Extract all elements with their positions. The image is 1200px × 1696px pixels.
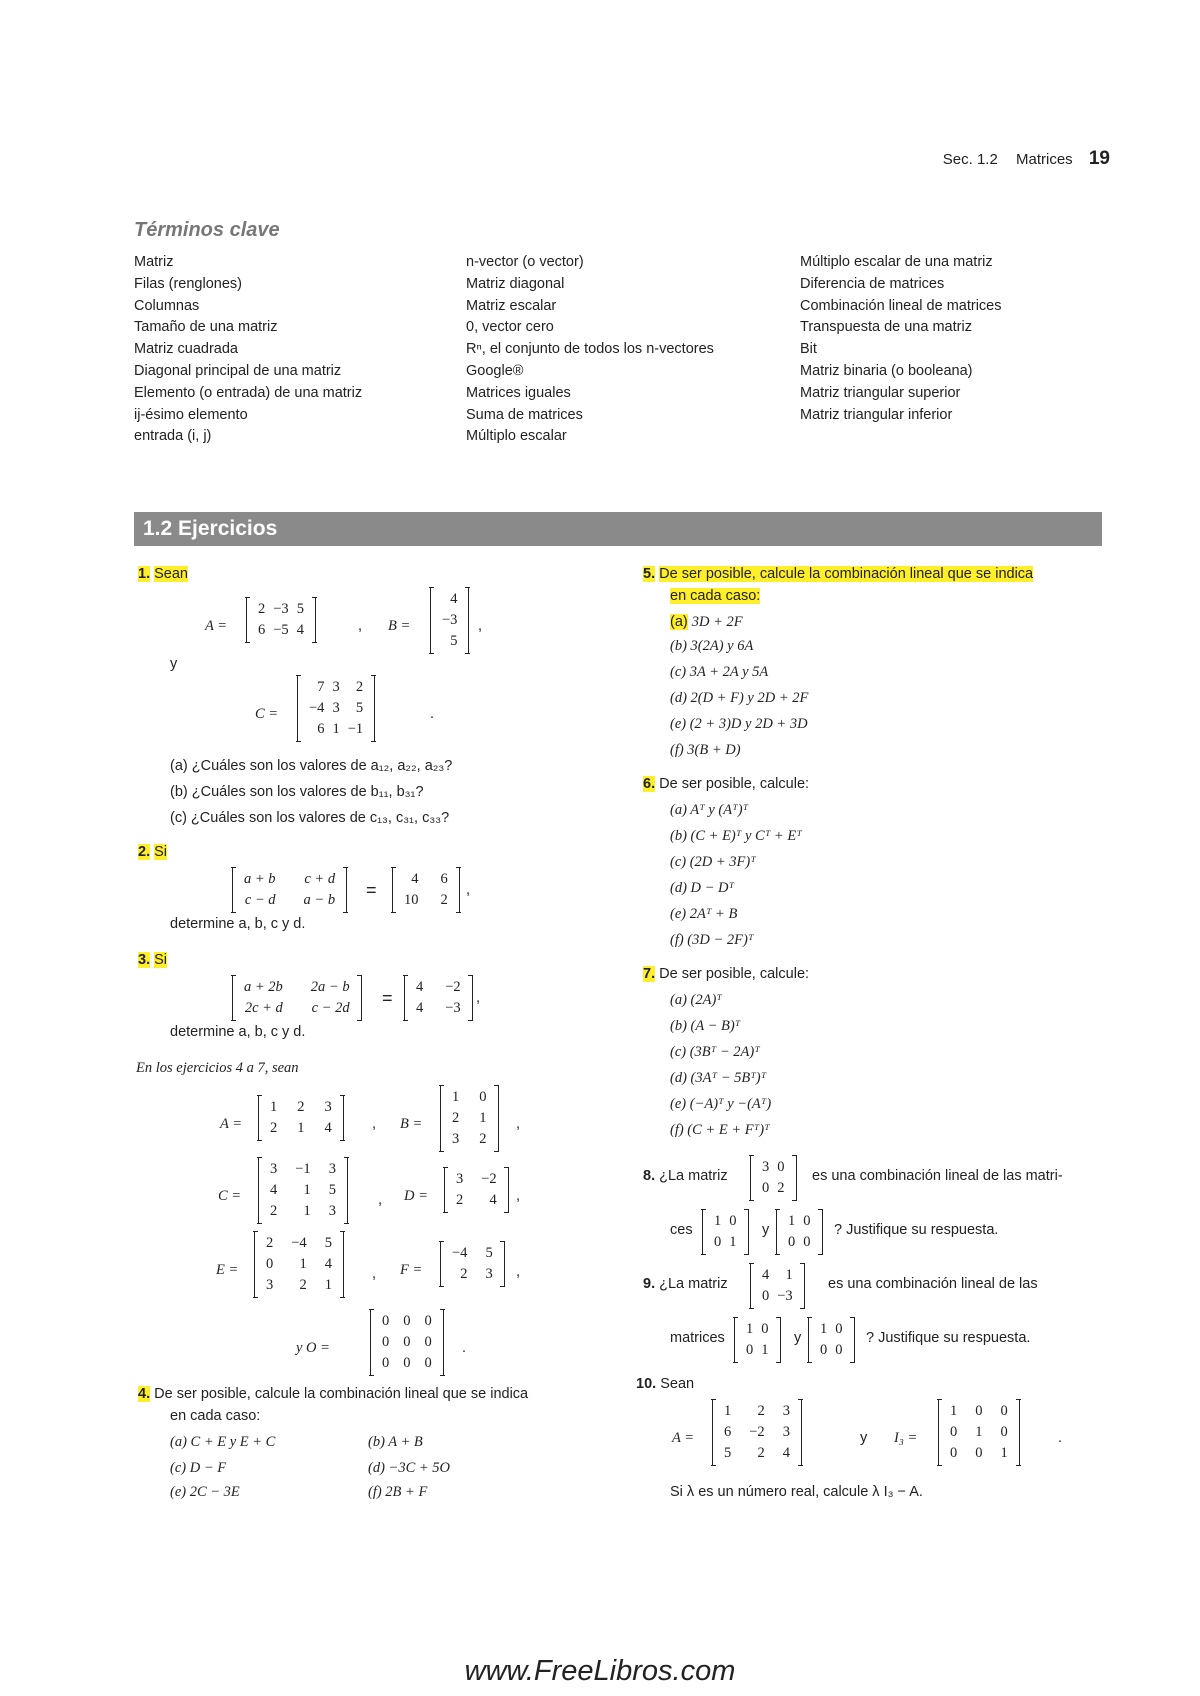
chapter-label: Matrices [1016,151,1073,168]
ex6-f: (f) (3D − 2F)ᵀ [670,932,754,948]
ex2-tail: determine a, b, c y d. [170,916,306,932]
matrix-entry: 0 [803,1234,811,1250]
ex1-header [138,566,188,582]
ex1-number: 1. [138,566,151,582]
ex10-A-label: A = [672,1430,695,1446]
ex10-number: 10. [636,1376,657,1392]
ex4-header [138,1386,528,1402]
matrix-entry: 2 [266,1235,274,1251]
key-terms-col2 [466,252,714,448]
matrix-entry: 4 [296,622,304,638]
matrix-entry: 0 [975,1403,983,1419]
ex6-c: (c) (2D + 3F)ᵀ [670,854,756,870]
matrix-entry: 0 [424,1313,432,1329]
matrix-entry: 1 [714,1213,722,1229]
ex9-matrix [750,1264,805,1308]
matrix-entry: 1 [729,1234,737,1250]
ex8-p3: ces [670,1222,693,1238]
ex9-y: y [794,1330,802,1346]
ex1-b: (b) ¿Cuáles son los valores de b₁₁, b₃₁? [170,784,424,800]
running-head [943,148,1110,170]
key-term: 0, vector cero [466,319,554,336]
matrix-A [258,1096,344,1140]
matrix-entry: a − b [303,892,336,908]
period: . [1058,1430,1063,1446]
matrix-entry: 2 [460,1266,468,1282]
matrix-entry: 2c + d [244,1000,283,1016]
ex8-y: y [762,1222,770,1238]
matrix-entry: −3 [777,1288,793,1304]
matrix-entry: 3 [332,700,340,716]
ex1-text: Sean [154,566,188,582]
matrix-entry: −3 [273,601,289,617]
comma: , [358,618,363,634]
ex7-d: (d) (3Aᵀ − 5Bᵀ)ᵀ [670,1070,767,1086]
comma: , [516,1116,521,1132]
matrix-entry: 1 [297,1120,305,1136]
key-term: Google® [466,362,524,379]
matrix-entry: 0 [382,1313,390,1329]
matrix-entry: 3 [782,1403,790,1419]
matrix-entry: 3 [324,1099,332,1115]
matrix-entry: 4 [450,591,458,607]
matrix-entry: 1 [788,1213,796,1229]
matrix-entry: 2 [297,1099,305,1115]
matrix-entry: 4 [416,979,424,995]
period: . [462,1340,467,1356]
key-term: n-vector (o vector) [466,254,584,270]
key-term: Rⁿ, el conjunto de todos los n-vectores [466,341,714,358]
ex6-b: (b) (C + E)ᵀ y Cᵀ + Eᵀ [670,828,802,844]
ex2-header [138,844,167,860]
matrix-entry: 1 [479,1110,487,1126]
key-term: Transpuesta de una matriz [800,319,972,336]
matrix-entry: 1 [332,721,340,737]
matrix-entry: 1 [270,1099,278,1115]
matrix-entry: 1 [1000,1445,1008,1461]
footer-url[interactable]: www.FreeLibros.com [464,1655,736,1687]
ex9-matrix-2 [808,1318,855,1362]
ex5-header [643,566,1033,582]
key-term: Múltiplo escalar de una matriz [800,254,993,270]
equals: = [366,880,377,900]
matrix-entry: 6 [317,721,325,737]
ex2-text: Si [154,844,168,860]
key-term: ij-ésimo elemento [134,406,248,423]
ex10-y: y [860,1430,868,1446]
matrix-entry: 0 [382,1334,390,1350]
D-label: D = [404,1188,428,1204]
ex3-tail: determine a, b, c y d. [170,1024,306,1040]
matrix-entry: 4 [782,1445,790,1461]
ex8-p4: ? Justifique su respuesta. [834,1222,999,1238]
matrix-entry: 0 [714,1234,722,1250]
matrix-entry: −4 [291,1235,307,1251]
ex8-number: 8. [643,1168,656,1184]
matrix-entry: 4 [324,1256,332,1272]
ex7-e: (e) (−A)ᵀ y −(Aᵀ) [670,1096,772,1112]
matrix-entry: c − 2d [311,1000,350,1016]
matrix-entry: 0 [975,1445,983,1461]
ex2-number: 2. [138,844,151,860]
matrix-entry: 0 [820,1342,828,1358]
matrix-entry: 0 [1000,1403,1008,1419]
matrix-entry: 1 [724,1403,732,1419]
matrix-entry: 3 [485,1266,493,1282]
ex4-b: (b) A + B [368,1434,423,1450]
ex4-number: 4. [138,1386,151,1402]
matrix-F [440,1242,505,1286]
key-term: Elemento (o entrada) de una matriz [134,384,363,401]
key-term: Matriz triangular inferior [800,406,953,423]
matrix-entry: 4 [324,1120,332,1136]
ex5-text2: en cada caso: [670,588,761,604]
matrix-entry: 3 [328,1203,336,1219]
intro-4-7: En los ejercicios 4 a 7, sean [136,1060,299,1076]
key-term: Matriz binaria (o booleana) [800,362,973,379]
comma: , [478,618,483,634]
matrix-entry: c − d [244,892,276,908]
comma: , [372,1266,377,1282]
ex7-a: (a) (2A)ᵀ [670,992,722,1008]
ex6-text: De ser posible, calcule: [659,776,810,792]
matrix-entry: −2 [445,979,461,995]
matrix-entry: 5 [328,1182,336,1198]
ex4-c: (c) D − F [170,1460,227,1476]
matrix-entry: 1 [820,1321,828,1337]
matrix-entry: 0 [424,1334,432,1350]
ex9-matrix-1 [734,1318,781,1362]
ex5-a [670,614,743,631]
matrix-entry: 2 [270,1203,278,1219]
comma: , [476,990,481,1006]
B-label: B = [400,1116,423,1132]
matrix-entry: 0 [266,1256,274,1272]
ex4-text2: en cada caso: [170,1408,261,1424]
E-label: E = [216,1262,239,1278]
matrix-entry: 10 [404,892,419,908]
matrix-entry: 5 [450,633,458,649]
key-term: Combinación lineal de matrices [800,297,1002,314]
comma: , [378,1192,383,1208]
matrix-entry: 4 [489,1192,497,1208]
ex10-matrix-I3 [938,1400,1020,1465]
matrix-entry: 2 [479,1131,487,1147]
matrix-C [258,1158,348,1223]
ex3-number: 3. [138,952,151,968]
ex3-text: Si [154,952,168,968]
ex4-e: (e) 2C − 3E [170,1484,240,1500]
key-term: Tamaño de una matriz [134,319,278,336]
matrix-entry: c + d [304,871,336,887]
comma: , [466,882,471,898]
matrix-entry: 0 [729,1213,737,1229]
matrix-entry: 0 [403,1355,411,1371]
key-term: Matriz diagonal [466,275,565,292]
matrix-entry: 0 [382,1355,390,1371]
matrix-entry: 0 [762,1288,770,1304]
ex6-d: (d) D − Dᵀ [670,880,735,896]
matrix-entry: 1 [761,1342,769,1358]
key-term: Diagonal principal de una matriz [134,362,342,379]
matrix-entry: 0 [1000,1424,1008,1440]
key-term: Filas (renglones) [134,275,242,292]
key-term: Matriz triangular superior [800,384,961,401]
ex1-A-label: A = [205,618,228,634]
ex7-f: (f) (C + E + Fᵀ)ᵀ [670,1122,770,1138]
ex7-text: De ser posible, calcule: [659,966,810,982]
ex9-line1 [643,1276,728,1292]
ex1-matrix-B [430,588,469,653]
ex7-b: (b) (A − B)ᵀ [670,1018,741,1034]
matrix-entry: 1 [303,1203,311,1219]
ex1-c: (c) ¿Cuáles son los valores de c₁₃, c₃₁, c₃₃? [170,810,450,826]
matrix-entry: 1 [452,1089,460,1105]
key-term: Matriz [134,254,174,270]
matrix-entry: 0 [762,1180,770,1196]
matrix-entry: 0 [835,1342,843,1358]
matrix-entry: 2a − b [310,979,350,995]
matrix-entry: 3 [328,1161,336,1177]
ex1-B-label: B = [388,618,411,634]
matrix-entry: 2 [270,1120,278,1136]
matrix-entry: 4 [762,1267,770,1283]
ex9-p4: ? Justifique su respuesta. [866,1330,1031,1346]
matrix-entry: 2 [777,1180,785,1196]
comma: , [516,1264,521,1280]
ex6-header [643,776,809,792]
key-terms-col1 [134,252,362,448]
comma: , [516,1188,521,1204]
C-label: C = [218,1188,242,1204]
matrix-entry: 0 [479,1089,487,1105]
matrix-entry: 0 [777,1159,785,1175]
matrix-entry: 5 [724,1445,732,1461]
ex8-line1 [643,1168,728,1184]
ex8-p1: ¿La matriz [659,1168,728,1184]
ex10-text: Sean [660,1376,695,1392]
O-label: y O = [296,1340,330,1356]
ex5-number: 5. [643,566,656,582]
matrix-entry: 3 [762,1159,770,1175]
matrix-entry: 3 [266,1277,274,1293]
F-label: F = [400,1262,423,1278]
ex10-header [636,1376,694,1392]
matrix-entry: 0 [835,1321,843,1337]
matrix-entry: 1 [746,1321,754,1337]
matrix-entry: 0 [803,1213,811,1229]
ex2-matrix-right [392,868,460,912]
matrix-entry: 2 [440,892,448,908]
matrix-entry: 2 [757,1445,765,1461]
A-label: A = [220,1116,243,1132]
matrix-entry: 6 [724,1424,732,1440]
ex5-a-label: (a) [670,614,688,630]
ex6-a: (a) Aᵀ y (Aᵀ)ᵀ [670,802,749,818]
matrix-entry: 2 [258,601,266,617]
matrix-entry: 3 [332,679,340,695]
matrix-entry: 0 [403,1313,411,1329]
key-terms-title: Términos clave [134,219,280,241]
matrix-entry: 0 [761,1321,769,1337]
ex5-f: (f) 3(B + D) [670,742,741,758]
ex7-number: 7. [643,966,656,982]
key-term: Suma de matrices [466,406,583,423]
matrix-entry: 4 [270,1182,278,1198]
matrix-D [444,1168,509,1212]
ex6-number: 6. [643,776,656,792]
matrix-entry: −5 [273,622,289,638]
matrix-entry: 3 [270,1161,278,1177]
key-term: Bit [800,341,817,358]
page-number: 19 [1088,148,1110,169]
matrix-entry: 0 [424,1355,432,1371]
matrix-O [370,1310,444,1375]
key-term: Múltiplo escalar [466,428,567,445]
matrix-entry: 5 [485,1245,493,1261]
ex1-y: y [170,656,178,672]
key-term: Diferencia de matrices [800,275,945,292]
ex8-matrix [750,1156,797,1200]
matrix-entry: 6 [440,871,448,887]
matrix-entry: −3 [445,1000,461,1016]
exercises-title: 1.2 Ejercicios [134,512,1102,546]
matrix-entry: 1 [303,1182,311,1198]
ex5-text: De ser posible, calcule la combinación lineal que se indica [659,566,1034,582]
matrix-entry: 2 [452,1110,460,1126]
matrix-entry: 7 [317,679,325,695]
ex1-a: (a) ¿Cuáles son los valores de a₁₂, a₂₂, a₂₃? [170,758,453,774]
ex10-matrix-A [712,1400,802,1465]
matrix-entry: 4 [411,871,419,887]
ex9-p1: ¿La matriz [659,1276,728,1292]
comma: , [372,1116,377,1132]
matrix-entry: 2 [456,1192,464,1208]
matrix-entry: 0 [746,1342,754,1358]
section-label: Sec. 1.2 [942,151,998,168]
ex1-matrix-A [246,598,316,642]
matrix-entry: −4 [452,1245,468,1261]
matrix-entry: 0 [950,1445,958,1461]
ex3-matrix-right [404,976,473,1020]
matrix-entry: −1 [295,1161,311,1177]
matrix-entry: −2 [749,1424,765,1440]
matrix-entry: 2 [757,1403,765,1419]
ex3-header [138,952,167,968]
ex8-matrix-1 [702,1210,749,1254]
ex8-p2: es una combinación lineal de las matri- [812,1168,1063,1184]
matrix-entry: 5 [324,1235,332,1251]
ex9-p3: matrices [670,1330,725,1346]
matrix-entry: 0 [950,1424,958,1440]
ex9-p2: es una combinación lineal de las [828,1276,1038,1292]
ex5-b: (b) 3(2A) y 6A [670,638,754,654]
ex5-e: (e) (2 + 3)D y 2D + 3D [670,716,808,732]
key-term: Matrices iguales [466,384,571,401]
matrix-entry: −1 [347,721,364,737]
matrix-entry: 5 [355,700,364,716]
ex9-number: 9. [643,1276,656,1292]
ex4-d: (d) −3C + 5O [368,1460,450,1476]
matrix-entry: a + 2b [244,979,283,995]
ex7-c: (c) (3Bᵀ − 2A)ᵀ [670,1044,760,1060]
ex4-f: (f) 2B + F [368,1484,428,1500]
matrix-entry: 3 [782,1424,790,1440]
matrix-entry: −2 [481,1171,497,1187]
ex4-text: De ser posible, calcule la combinación lineal que se indica [154,1386,529,1402]
matrix-entry: 0 [788,1234,796,1250]
matrix-entry: 1 [950,1403,958,1419]
ex1-C-label: C = [255,706,279,722]
ex2-matrix-left [232,868,347,912]
matrix-entry: 1 [975,1424,983,1440]
matrix-entry: a + b [244,871,276,887]
matrix-entry: 2 [299,1277,307,1293]
matrix-B [440,1086,499,1151]
matrix-entry: 3 [452,1131,460,1147]
matrix-entry: −3 [442,612,458,628]
ex5-a-expr: 3D + 2F [691,614,743,630]
matrix-entry: 4 [416,1000,424,1016]
matrix-entry: 1 [324,1277,332,1293]
equals: = [382,988,393,1008]
ex3-matrix-left [232,976,362,1020]
ex5-d: (d) 2(D + F) y 2D + 2F [670,690,809,706]
I3-label: I₃ = [894,1430,918,1446]
key-term: Matriz cuadrada [134,341,238,358]
matrix-entry: 2 [355,679,364,695]
key-term: entrada (i, j) [134,428,212,445]
ex8-matrix-2 [776,1210,823,1254]
key-term: Matriz escalar [466,297,557,314]
ex4-a: (a) C + E y E + C [170,1434,276,1450]
matrix-entry: 3 [456,1171,464,1187]
key-terms-col3 [800,252,1002,426]
ex7-header [643,966,809,982]
matrix-entry: 0 [403,1334,411,1350]
matrix-entry: 1 [299,1256,307,1272]
ex5-c: (c) 3A + 2A y 5A [670,664,769,680]
period: . [430,706,435,722]
matrix-entry: −4 [309,700,325,716]
ex1-matrix-C [297,676,375,741]
key-term: Columnas [134,297,200,314]
matrix-entry: 1 [785,1267,793,1283]
ex10-tail: Si λ es un número real, calcule λ I₃ − A. [670,1484,923,1500]
ex6-e: (e) 2Aᵀ + B [670,906,738,922]
matrix-E [254,1232,344,1297]
matrix-entry: 5 [296,601,304,617]
matrix-entry: 6 [258,622,266,638]
